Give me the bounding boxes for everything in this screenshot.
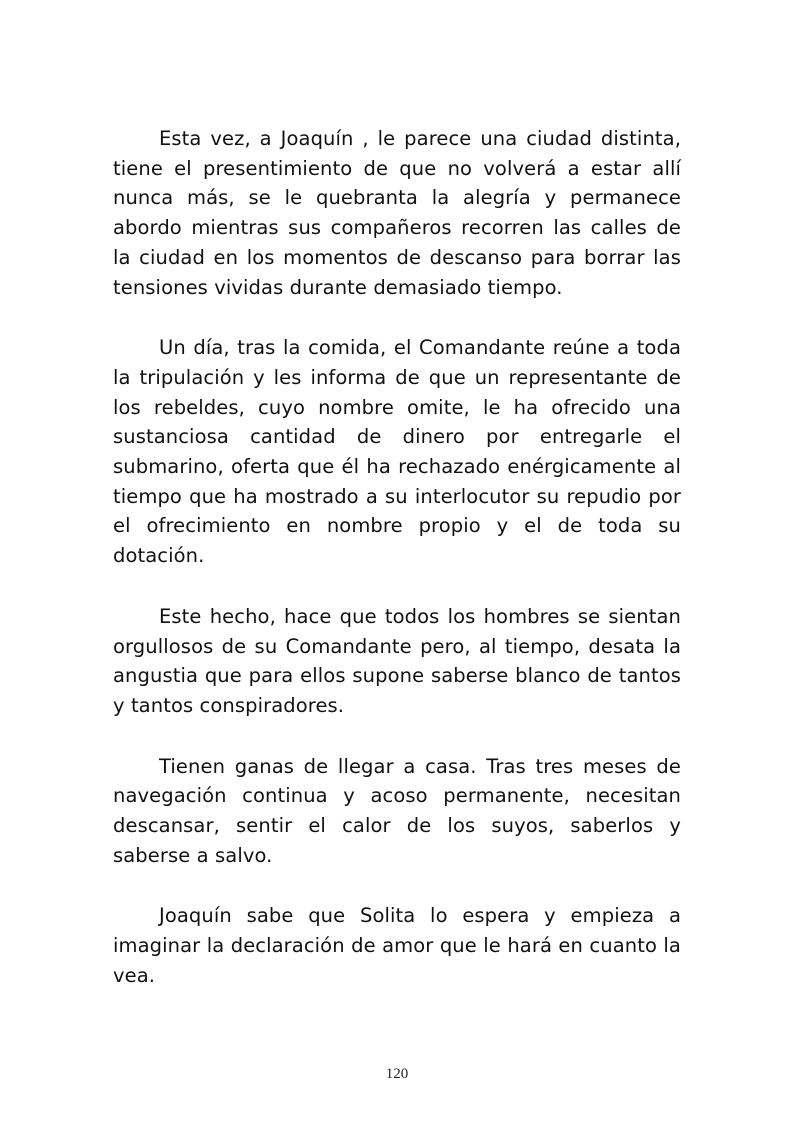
paragraph-5: Joaquín sabe que Solita lo espera y empieza a imaginar la declaración de amor que le hará en cuanto la vea. bbox=[113, 904, 681, 987]
page-number: 120 bbox=[385, 1066, 409, 1082]
paragraph-4: Tienen ganas de llegar a casa. Tras tres meses de navegación continua y acoso permanente, necesitan descansar, sentir el calor de los suyos, saberlos y saberse a salvo. bbox=[113, 754, 681, 867]
body-text bbox=[113, 124, 681, 991]
paragraph-1: Esta vez, a Joaquín , le parece una ciudad distinta, tiene el presentimiento de que no volverá a estar allí nunca más, se le quebranta la alegría y permanece abordo mientras sus compañeros recorren las calles de la ciudad en los momentos de descanso para borrar las tensiones vividas durante demasiado tiempo. bbox=[113, 127, 681, 299]
paragraph-2: Un día, tras la comida, el Comandante reúne a toda la tripulación y les informa de que un representante de los rebeldes, cuyo nombre omite, le ha ofrecido una sustanciosa cantidad de dinero por entregarle el submarino, oferta que él ha rechazado enérgicamente al tiempo que ha mostrado a su interlocutor su repudio por el ofrecimiento en nombre propio y el de toda su dotación. bbox=[113, 336, 681, 568]
paragraph-3: Este hecho, hace que todos los hombres se sientan orgullosos de su Comandante pero, al tiempo, desata la angustia que para ellos supone saberse blanco de tantos y tantos conspiradores. bbox=[113, 604, 681, 717]
